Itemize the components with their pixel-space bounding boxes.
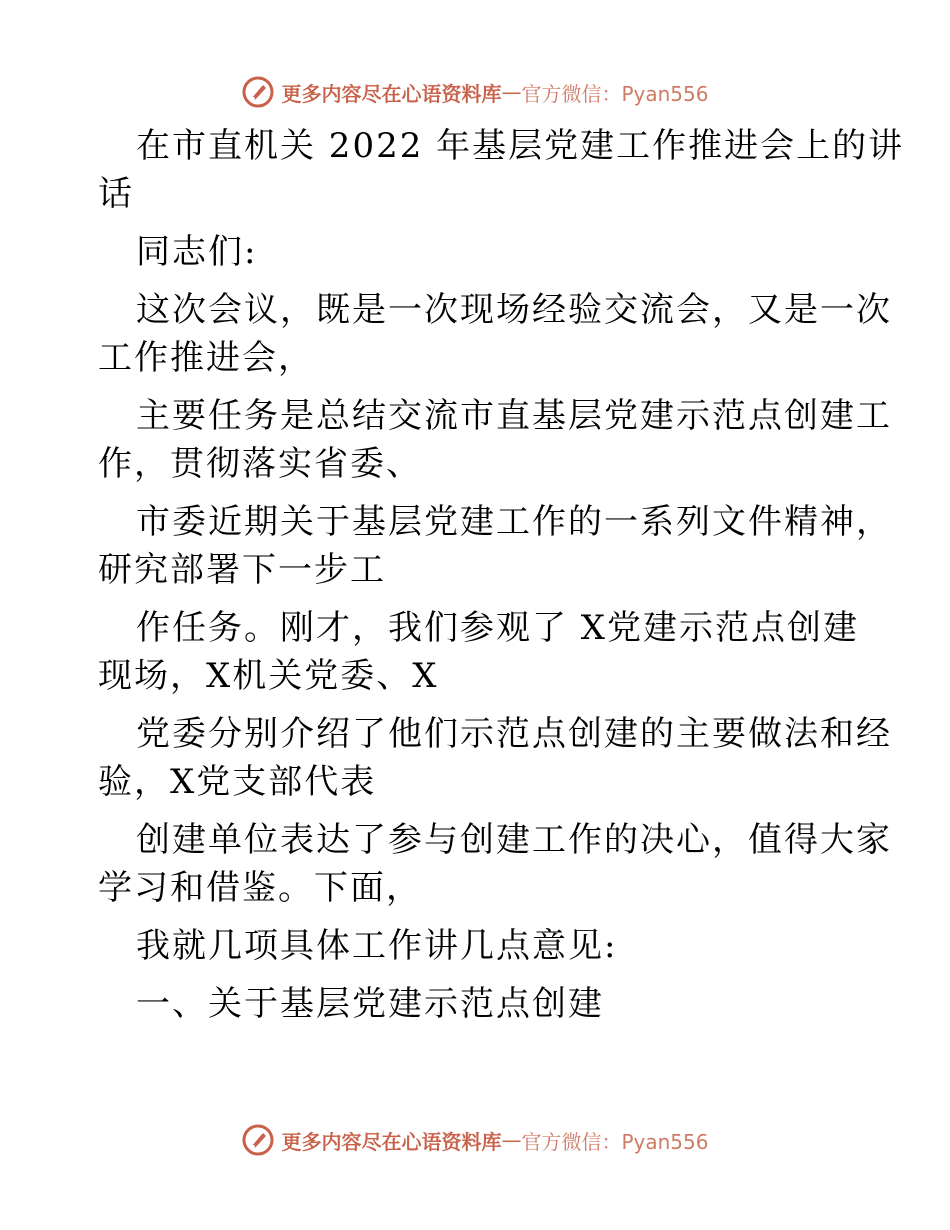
watermark-site-text: 更多内容尽在心语资料库	[281, 1129, 502, 1154]
text-line: 创建单位表达了参与创建工作的决心，值得大家	[136, 820, 892, 860]
paragraph-salutation	[98, 228, 858, 276]
text-line: 现场，X机关党委、X	[98, 656, 439, 696]
paragraph-title	[98, 122, 905, 218]
paragraph	[98, 498, 892, 594]
text-line: 作，贯彻落实省委、	[98, 444, 422, 484]
paragraph	[98, 710, 892, 806]
text-line: 在市直机关 2022 年基层党建工作推进会上的讲	[136, 126, 905, 166]
text-line: 我就几项具体工作讲几点意见:	[136, 926, 618, 966]
watermark-contact-text: 官方微信：Pyan556	[521, 81, 709, 106]
header-watermark	[0, 72, 950, 112]
text-line: 研究部署下一步工	[98, 550, 386, 590]
document-body	[98, 122, 905, 1028]
text-line: 一、关于基层党建示范点创建	[136, 984, 604, 1024]
text-line: 学习和借鉴。下面，	[98, 868, 422, 908]
text-line: 话	[98, 174, 134, 214]
paragraph	[98, 392, 892, 488]
pen-nib-circle-icon	[241, 75, 275, 109]
text-line: 这次会议，既是一次现场经验交流会，又是一次	[136, 290, 892, 330]
text-line: 验，X党支部代表	[98, 762, 377, 802]
paragraph	[98, 286, 892, 382]
text-line: 党委分别介绍了他们示范点创建的主要做法和经	[136, 714, 892, 754]
paragraph	[98, 922, 858, 970]
watermark-dash: —	[501, 1128, 522, 1152]
pen-nib-circle-icon	[241, 1123, 275, 1157]
watermark-contact-text: 官方微信：Pyan556	[521, 1129, 709, 1154]
text-line: 主要任务是总结交流市直基层党建示范点创建工	[136, 396, 892, 436]
paragraph	[98, 604, 858, 700]
paragraph	[98, 816, 892, 912]
text-line: 同志们:	[136, 232, 258, 272]
text-line: 工作推进会，	[98, 338, 314, 378]
text-line: 市委近期关于基层党建工作的一系列文件精神，	[136, 502, 892, 542]
footer-watermark	[0, 1120, 950, 1160]
watermark-dash: —	[501, 80, 522, 104]
watermark-site-text: 更多内容尽在心语资料库	[281, 81, 502, 106]
text-line: 作任务。刚才，我们参观了 X党建示范点创建	[136, 608, 860, 648]
section-heading	[98, 980, 858, 1028]
